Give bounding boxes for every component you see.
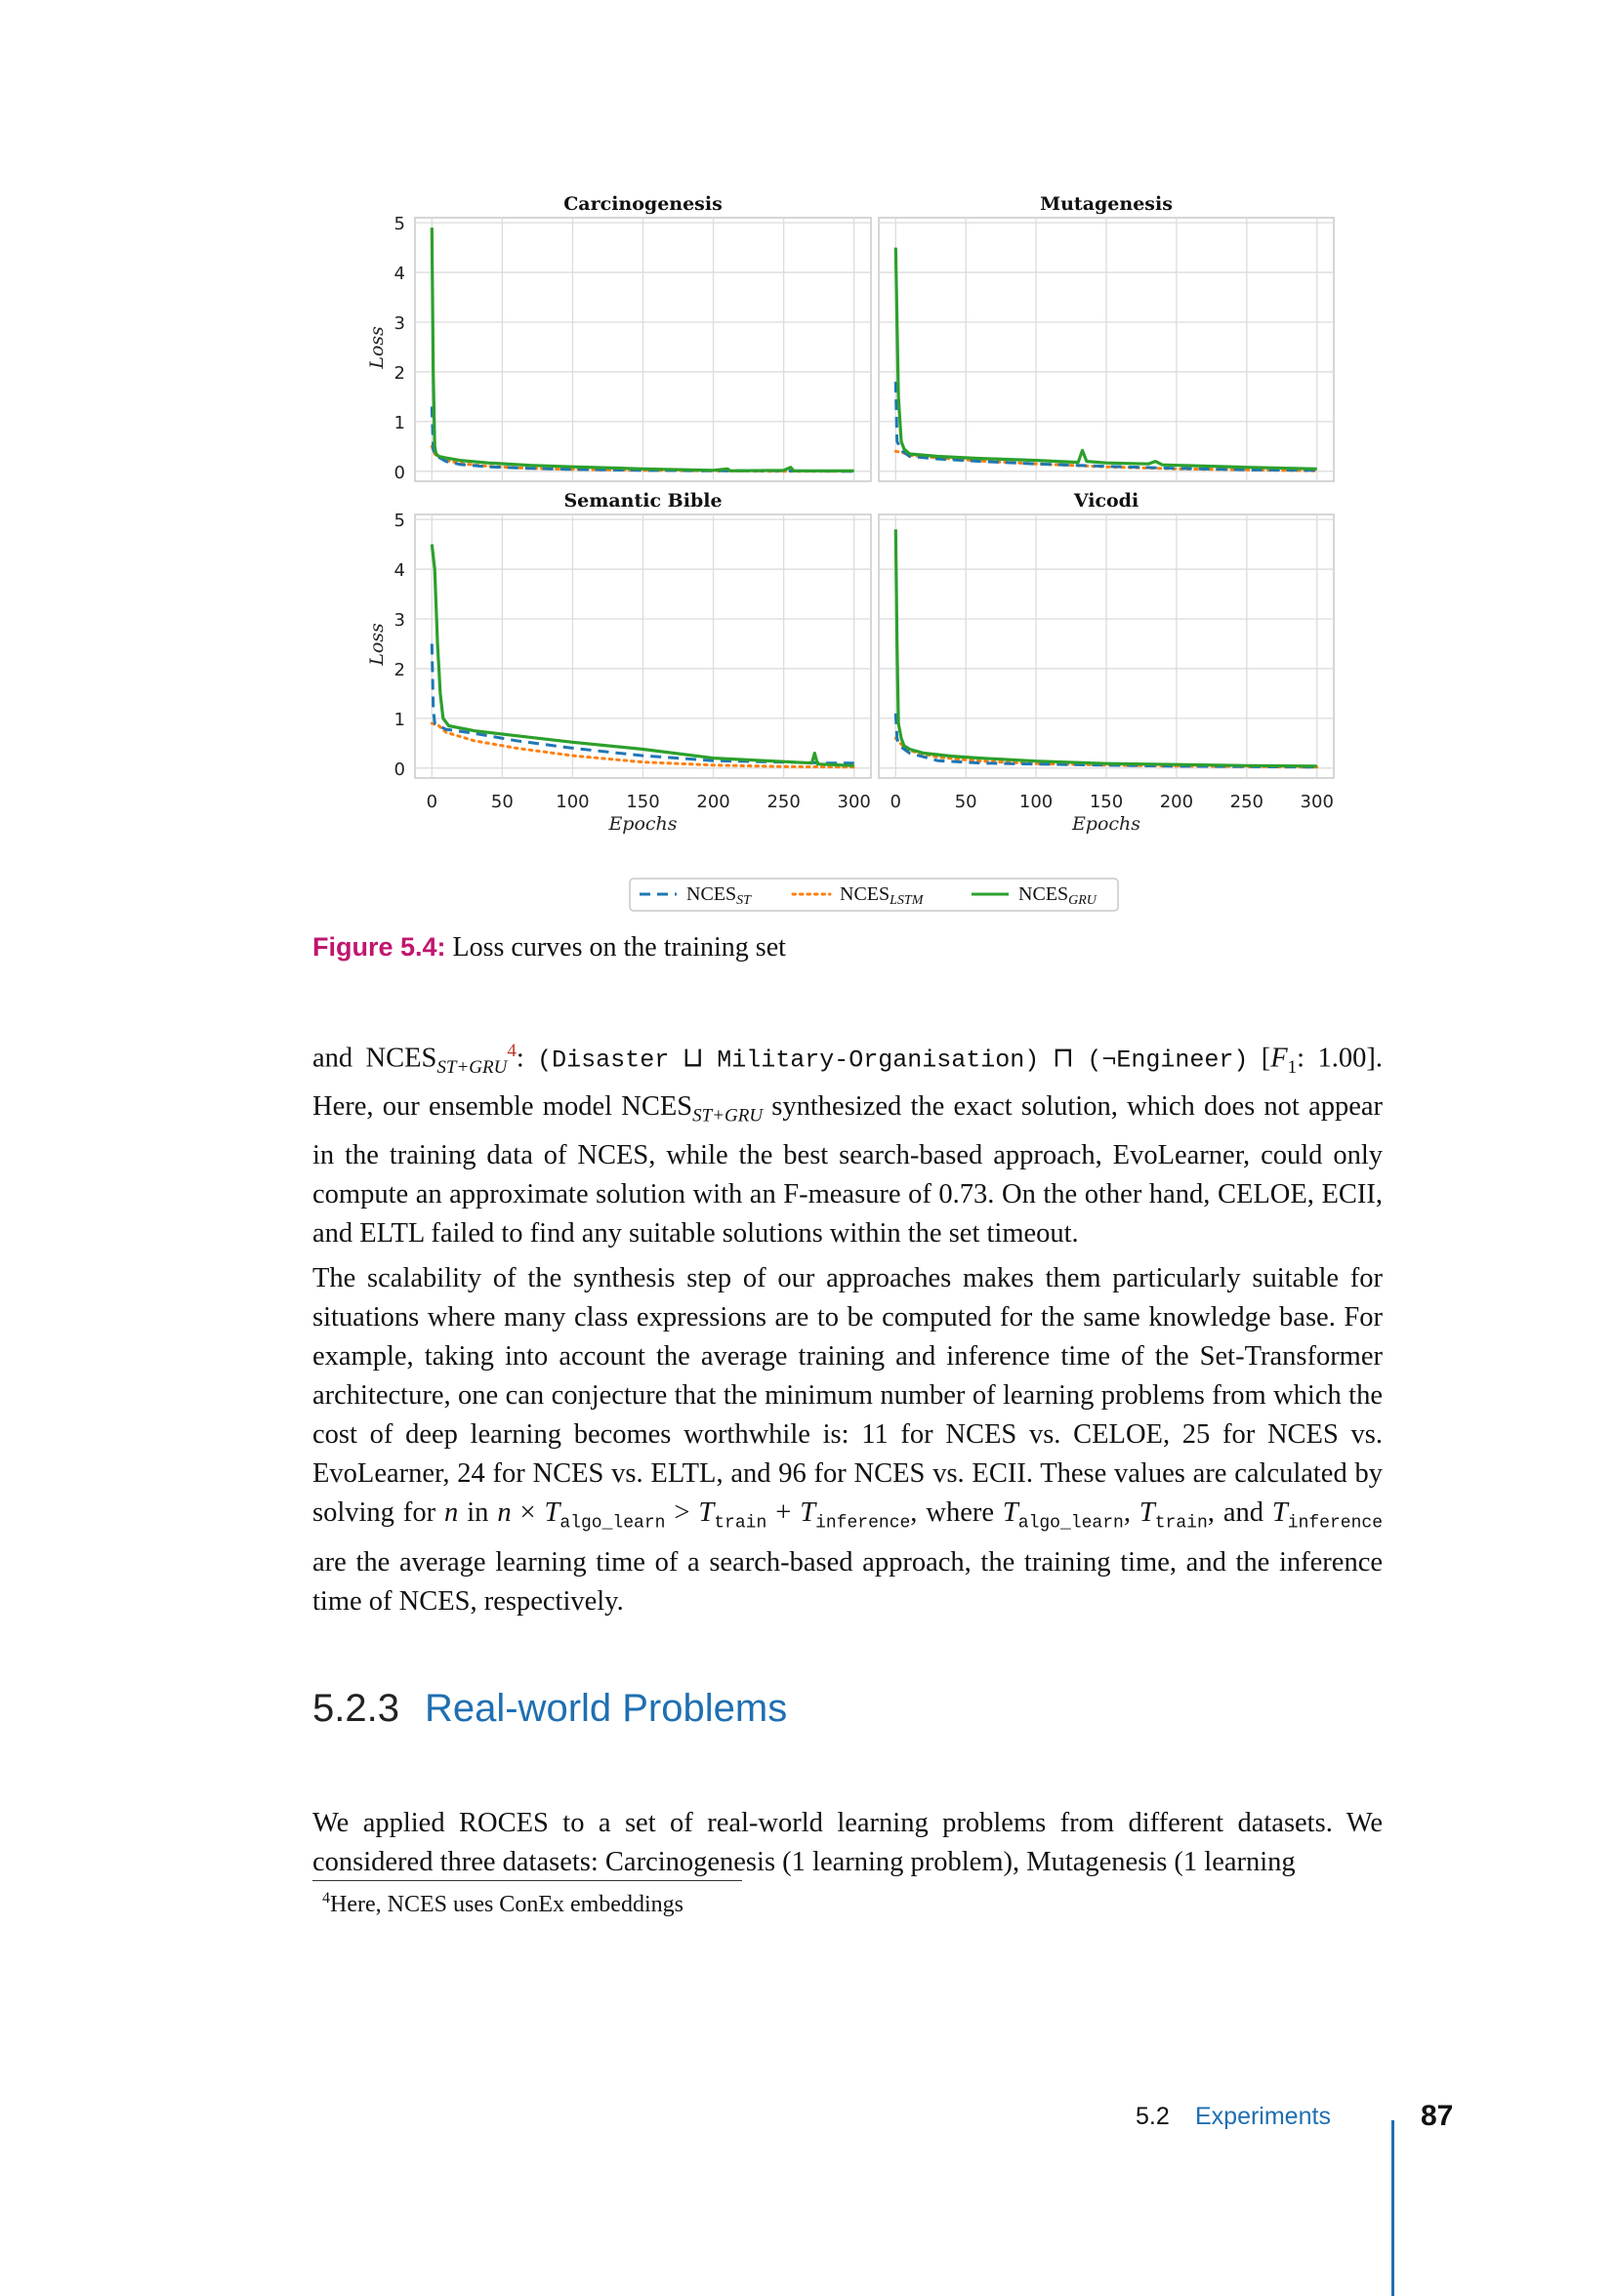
figure-label: Figure 5.4:: [312, 932, 446, 962]
section-title: Real-world Problems: [424, 1687, 788, 1730]
x-tick-label: 250: [1229, 792, 1264, 812]
y-tick-label: 4: [393, 264, 405, 285]
subplot-title: Carcinogenesis: [563, 193, 723, 215]
x-tick-label: 200: [1159, 792, 1194, 812]
x-tick-label: 150: [1089, 792, 1124, 812]
legend-entry-base: NCES: [686, 883, 737, 905]
y-axis-label: Loss: [366, 623, 388, 666]
x-tick-label: 100: [1018, 792, 1054, 812]
subplot-carcinogenesis: [366, 193, 871, 483]
x-axis-label: Epochs: [1071, 813, 1141, 835]
y-tick-label: 2: [393, 659, 405, 680]
x-tick-label: 50: [954, 792, 977, 812]
legend-entry-base: NCES: [1018, 883, 1069, 905]
subplot-vicodi: [879, 490, 1334, 835]
subplot-title: Vicodi: [1073, 490, 1139, 512]
y-tick-label: 5: [393, 511, 405, 532]
y-tick-label: 5: [393, 214, 405, 235]
legend-entry-subscript: ST: [736, 893, 751, 908]
x-axis-label: Epochs: [608, 813, 678, 835]
x-tick-label: 0: [890, 792, 901, 812]
paragraph-1: and $NCES_{ST+GRU}^4$: (Disaster ⊔ Military-Organisation) ⊓ (¬Engineer) [$F_1$: 1.00]. Here, our ensemble model $NCES_{ST+GRU}$ synthesized the exact solution, which does not appear in the training data of NCES, while the best search-based approach, EvoLearner, could only compute an approximate solution with an F-measure of 0.73. On the other hand, CELOE, ECII, and ELTL failed to find any suitable solutions within the set timeout.: [312, 1041, 1384, 1249]
legend: [630, 879, 1118, 911]
subplot-mutagenesis: [879, 193, 1334, 481]
footnote-mark: 4: [322, 1890, 330, 1906]
legend-entry-base: NCES: [840, 883, 890, 905]
x-tick-label: 0: [426, 792, 438, 812]
y-tick-label: 4: [393, 560, 405, 582]
x-tick-label: 100: [556, 792, 590, 812]
figure-caption-text: Loss curves on the training set: [452, 932, 786, 963]
y-tick-label: 3: [393, 312, 405, 334]
x-tick-label: 300: [1300, 792, 1334, 812]
subplot-title: Mutagenesis: [1040, 193, 1173, 215]
section-heading: [312, 1687, 787, 1731]
subplot-semantic-bible: [366, 490, 871, 835]
loss-curves-figure: [0, 0, 1615, 927]
subplot-title: Semantic Bible: [563, 490, 723, 512]
y-tick-label: 2: [393, 362, 405, 384]
legend-entry-subscript: GRU: [1068, 893, 1097, 908]
figure-caption: [312, 932, 786, 964]
y-tick-label: 0: [393, 462, 405, 483]
page-margin-rule: [1391, 2120, 1394, 2296]
page-number: 87: [1421, 2100, 1454, 2132]
section-number: 5.2.3: [312, 1687, 399, 1730]
x-tick-label: 200: [696, 792, 730, 812]
running-header-section-title: Experiments: [1195, 2103, 1331, 2130]
legend-entry-subscript: LSTM: [890, 893, 924, 908]
y-tick-label: 1: [393, 709, 405, 730]
x-tick-label: 250: [766, 792, 801, 812]
footnote-text: Here, NCES uses ConEx embeddings: [330, 1892, 683, 1917]
running-header-section-number: 5.2: [1136, 2103, 1170, 2130]
y-tick-label: 0: [393, 758, 405, 780]
y-tick-label: 3: [393, 609, 405, 631]
y-axis-label: Loss: [366, 326, 388, 369]
footnote-rule: [312, 1880, 742, 1881]
footnote: [322, 1890, 683, 1918]
x-tick-label: 50: [490, 792, 514, 812]
x-tick-label: 150: [626, 792, 660, 812]
paragraph-3: We applied ROCES to a set of real-world learning problems from different datasets. We considered three datasets: Carcinogenesis (1 learning problem), Mutagenesis (1 learning: [312, 1808, 1383, 1877]
y-tick-label: 1: [393, 412, 405, 433]
paragraph-2: The scalability of the synthesis step of our approaches makes them particularly suitable for situations where many class expressions are to be computed for the same knowledge base. For example, taking into account the average training and inference time of the Set-Transformer architecture, one can conjecture that the minimum number of learning problems from which the cost of deep learning becomes worthwhile is: 11 for NCES vs. CELOE, 25 for NCES vs. EvoLearner, 24 for NCES vs. ELTL, and 96 for NCES vs. ECII. These values are calculated by solving for n in $n \times T_{algo\_learn} > T_{train} + T_{inference}$, where $T_{algo\_learn}$, $T_{train}$, and $T_{inference}$ are the average learning time of a search-based approach, the training time, and the inference time of NCES, respectively.: [312, 1263, 1383, 1617]
x-tick-label: 300: [837, 792, 871, 812]
